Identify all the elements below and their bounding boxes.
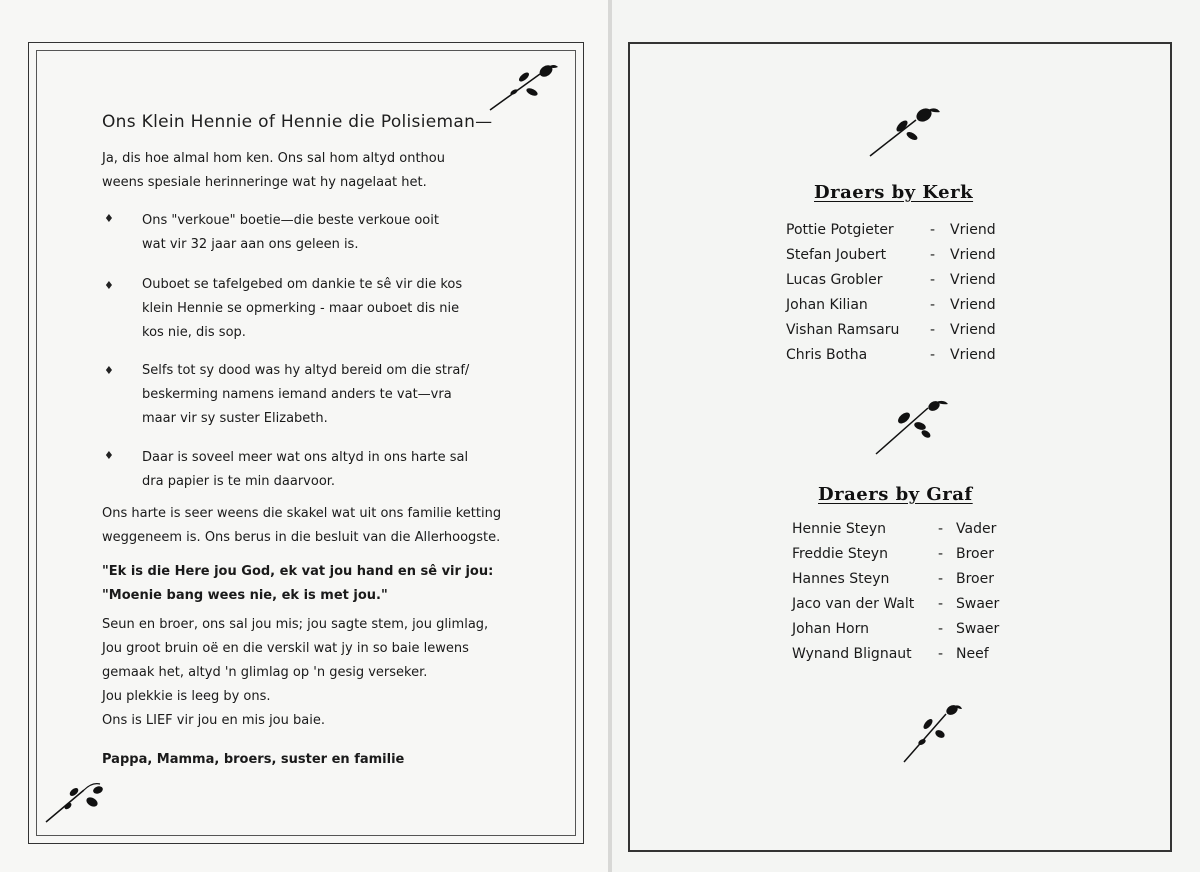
bullet-marker: ♦ <box>104 364 114 377</box>
bullet-marker: ♦ <box>104 279 114 292</box>
bullet-marker: ♦ <box>104 449 114 462</box>
rose-icon <box>874 398 954 456</box>
rose-icon <box>44 776 110 824</box>
page-title: Ons Klein Hennie of Hennie die Polisieman— <box>102 112 493 132</box>
bullet-item: Ouboet se tafelgebed om dankie te sê vir die kos klein Hennie se opmerking - maar ouboet dis nie kos nie, dis sop. <box>142 277 463 340</box>
bullet-item: Ons "verkoue" boetie—die beste verkoue ooit wat vir 32 jaar aan ons geleen is. <box>142 213 439 252</box>
church-bearers-heading: Draers by Kerk <box>814 182 974 203</box>
closing-paragraph: Seun en broer, ons sal jou mis; jou sagte stem, jou glimlag, Jou groot bruin oë en die verskil wat jy in so baie lewens gemaak het, altyd 'n glimlag op 'n gesig verseker. Jou plekkie is leeg by ons. Ons is LIEF vir jou en mis jou baie. <box>102 617 489 728</box>
rose-icon <box>488 62 564 112</box>
heart-paragraph: Ons harte is seer weens die skakel wat uit ons familie ketting weggeneem is. Ons berus in die besluit van die Allerhoogste. <box>102 506 502 545</box>
intro-paragraph: Ja, dis hoe almal hom ken. Ons sal hom altyd onthou weens spesiale herinneringe wat hy nagelaat het. <box>102 151 445 190</box>
rose-icon <box>868 104 944 158</box>
bullet-marker: ♦ <box>104 212 114 225</box>
rose-icon <box>902 702 964 764</box>
bullet-item: Selfs tot sy dood was hy altyd bereid om die straf/ beskerming namens iemand anders te vat—vra maar vir sy suster Elizabeth. <box>142 363 470 426</box>
grave-bearers-heading: Draers by Graf <box>818 484 973 505</box>
right-page: Draers by Kerk Pottie Potgieter - Vriend Stefan Joubert - Vriend Lucas Grobler - Vriend Johan Kilian - Vriend Vishan Ramsaru - Vriend Chris Botha - Vriend Draers by Graf Hennie Steyn - Vader Freddie Steyn - Broer Hannes Steyn - Broer Jaco van der Walt - Swaer Johan Horn - Swaer Wynand Blignaut - Neef <box>612 0 1200 872</box>
bullet-item: Daar is soveel meer wat ons altyd in ons harte sal dra papier is te min daarvoor. <box>142 450 469 489</box>
scripture-quote: "Ek is die Here jou God, ek vat jou hand en sê vir jou: "Moenie bang wees nie, ek is met jou." <box>102 564 494 603</box>
signature: Pappa, Mamma, broers, suster en familie <box>102 752 405 767</box>
